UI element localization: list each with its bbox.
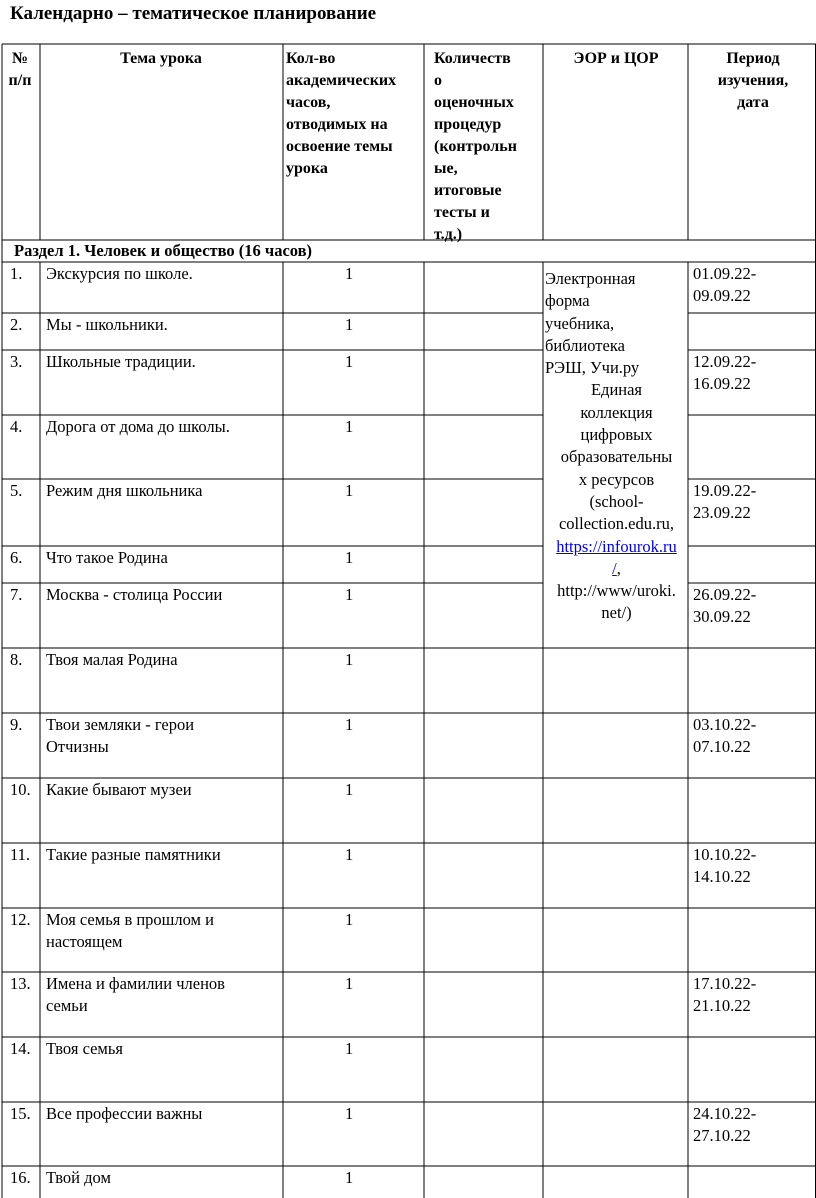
row-topic: Какие бывают музеи	[46, 780, 192, 799]
row-number: 10.	[10, 780, 31, 799]
row-topic: Твоя малая Родина	[46, 650, 178, 669]
row-hours: 1	[345, 548, 354, 567]
row-number: 2.	[10, 315, 23, 334]
row-topic: Москва - столица России	[46, 585, 223, 604]
row-period: 03.10.22- 07.10.22	[693, 715, 757, 756]
row-number: 16.	[10, 1168, 31, 1187]
row-hours: 1	[345, 910, 354, 929]
row-hours: 1	[345, 780, 354, 799]
row-hours: 1	[345, 974, 354, 993]
row-topic: Дорога от дома до школы.	[46, 417, 230, 436]
header-hours: Кол-во академических часов, отводимых на освоение темы урока	[286, 50, 397, 177]
row-period: 24.10.22- 27.10.22	[693, 1104, 757, 1145]
row-number: 1.	[10, 264, 23, 283]
row-hours: 1	[345, 650, 354, 669]
row-hours: 1	[345, 352, 354, 371]
row-period: 19.09.22- 23.09.22	[693, 481, 757, 522]
eor-resources: Электронная форма учебника, библиотека РЭШ, Учи.ру Единая коллекция цифровых образовательны х ресурсов (school- collection.edu.ru, https://infourok.ru /, http://www/uroki. net/)	[545, 269, 677, 623]
row-hours: 1	[345, 585, 354, 604]
row-period: 26.09.22- 30.09.22	[693, 585, 757, 626]
row-number: 7.	[10, 585, 23, 604]
row-number: 14.	[10, 1039, 31, 1058]
row-number: 15.	[10, 1104, 31, 1123]
row-period: 12.09.22- 16.09.22	[693, 352, 757, 393]
row-number: 11.	[10, 845, 31, 864]
row-period: 10.10.22- 14.10.22	[693, 845, 757, 886]
row-period: 17.10.22- 21.10.22	[693, 974, 757, 1015]
row-topic: Режим дня школьника	[46, 481, 203, 500]
header-assessments: Количеств о оценочных процедур (контрольн ые, итоговые тесты и т.д.)	[434, 50, 517, 243]
row-topic: Такие разные памятники	[46, 845, 221, 864]
row-number: 12.	[10, 910, 31, 929]
row-number: 9.	[10, 715, 23, 734]
row-topic: Все профессии важны	[46, 1104, 203, 1123]
row-hours: 1	[345, 481, 354, 500]
row-hours: 1	[345, 264, 354, 283]
section-title: Раздел 1. Человек и общество (16 часов)	[14, 241, 313, 260]
row-topic: Твоя семья	[46, 1039, 123, 1058]
infourok-link[interactable]: https://infourok.ru	[556, 536, 677, 556]
row-hours: 1	[345, 417, 354, 436]
row-hours: 1	[345, 1104, 354, 1123]
row-hours: 1	[345, 315, 354, 334]
row-topic: Что такое Родина	[46, 548, 168, 567]
row-topic: Моя семья в прошлом и настоящем	[46, 910, 214, 951]
header-eor: ЭОР и ЦОР	[573, 50, 659, 67]
row-topic: Твои земляки - герои Отчизны	[46, 715, 195, 756]
row-topic: Школьные традиции.	[46, 352, 196, 371]
row-period: 01.09.22- 09.09.22	[693, 264, 757, 305]
row-topic: Имена и фамилии членов семьи	[46, 974, 225, 1015]
row-number: 3.	[10, 352, 23, 371]
row-hours: 1	[345, 715, 354, 734]
row-topic: Твой дом	[46, 1168, 111, 1187]
row-hours: 1	[345, 1039, 354, 1058]
page-title: Календарно – тематическое планирование	[10, 3, 377, 24]
header-period: Период изучения, дата	[717, 50, 789, 111]
row-number: 8.	[10, 650, 23, 669]
row-number: 6.	[10, 548, 23, 567]
row-topic: Мы - школьники.	[46, 315, 168, 334]
row-number: 4.	[10, 417, 23, 436]
row-hours: 1	[345, 845, 354, 864]
header-num: № п/п	[8, 50, 32, 89]
infourok-link-end[interactable]: /	[612, 558, 617, 578]
row-number: 13.	[10, 974, 31, 993]
row-topic: Экскурсия по школе.	[46, 264, 193, 283]
row-hours: 1	[345, 1168, 354, 1187]
row-number: 5.	[10, 481, 23, 500]
header-topic: Тема урока	[120, 50, 202, 67]
